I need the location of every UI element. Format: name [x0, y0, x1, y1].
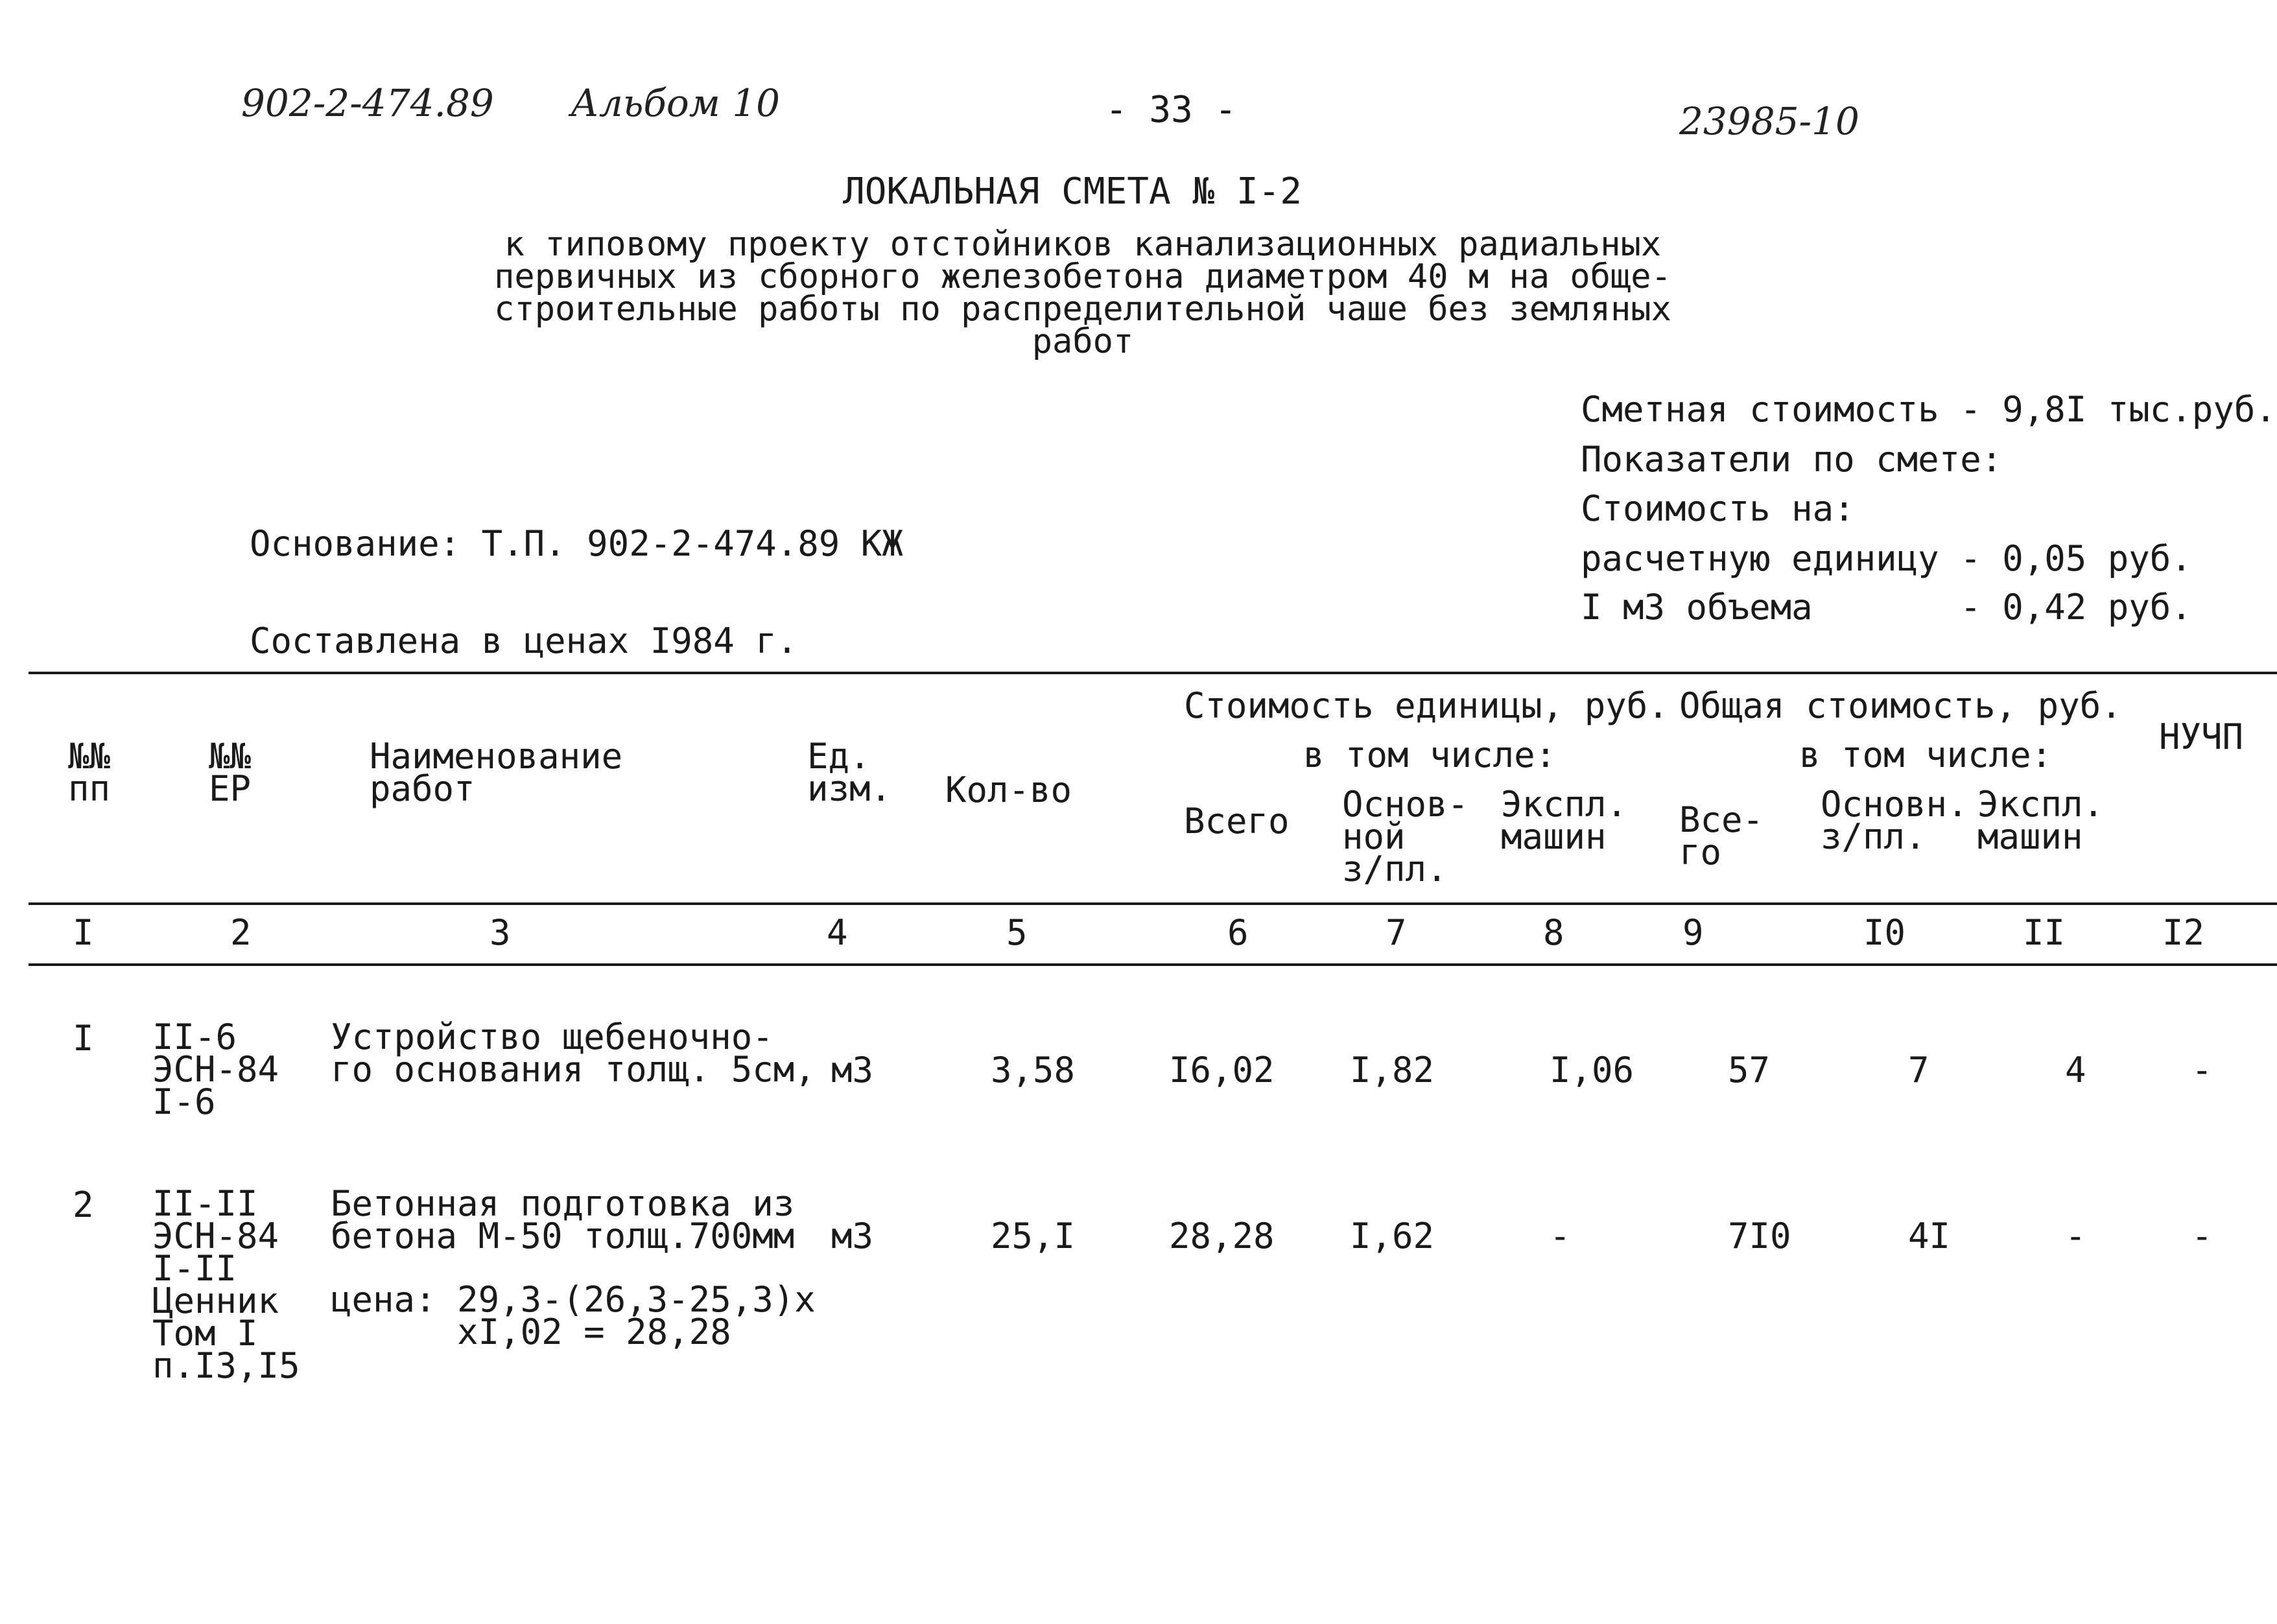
- column-number-12: I2: [2162, 912, 2205, 953]
- row2-quantity: 25,I: [991, 1216, 1076, 1256]
- column-numbers-rule: [29, 963, 2277, 966]
- header-quantity: Кол-во: [945, 770, 1072, 810]
- row1-total-machines: 4: [2065, 1050, 2086, 1090]
- row1-total: 57: [1728, 1050, 1771, 1090]
- album-label: Альбом 10: [571, 81, 781, 125]
- column-number-5: 5: [1006, 912, 1028, 953]
- header-unit: Ед. изм.: [807, 736, 892, 809]
- header-npp: №№ пп: [68, 736, 111, 809]
- project-code: 902-2-474.89: [241, 81, 494, 125]
- header-unit-machines: Экспл. машин: [1501, 784, 1628, 857]
- header-total-machines: Экспл. машин: [1977, 784, 2105, 857]
- row1-unit-total: I6,02: [1169, 1050, 1275, 1090]
- row1-er: II-6 ЭСН-84 I-6: [152, 1017, 279, 1122]
- column-number-6: 6: [1227, 912, 1249, 953]
- row2-nuchp: -: [2191, 1216, 2213, 1256]
- column-number-7: 7: [1386, 912, 1407, 953]
- row1-total-wage: 7: [1908, 1050, 1929, 1090]
- header-unit-total: Всего: [1184, 801, 1290, 841]
- row2-unit-wage: I,62: [1350, 1216, 1435, 1256]
- column-number-1: I: [73, 912, 94, 953]
- row2-total-wage: 4I: [1908, 1216, 1951, 1256]
- column-number-4: 4: [827, 912, 848, 953]
- row1-work-name: Устройство щебеночно- го основания толщ. 5см,: [331, 1017, 816, 1090]
- row2-npp: 2: [73, 1184, 94, 1225]
- row2-unit-total: 28,28: [1169, 1216, 1275, 1256]
- row1-unit-wage: I,82: [1350, 1050, 1435, 1090]
- row2-er: II-II ЭСН-84 I-II Ценник Том I п.I3,I5: [152, 1183, 300, 1386]
- row2-work-name: Бетонная подготовка из бетона М-50 толщ.700мм: [331, 1183, 795, 1256]
- row1-unit-machines: I,06: [1550, 1050, 1634, 1090]
- column-number-2: 2: [230, 912, 252, 953]
- basis: Основание: Т.П. 902-2-474.89 КЖ: [250, 523, 903, 564]
- document-title: ЛОКАЛЬНАЯ СМЕТА № I-2: [843, 171, 1303, 213]
- header-er: №№ ЕР: [209, 736, 252, 809]
- column-number-3: 3: [490, 912, 511, 953]
- row1-npp: I: [73, 1018, 94, 1059]
- header-unit-basic-wage: Основ- ной з/пл.: [1342, 784, 1469, 889]
- header-total-total: Все- го: [1679, 799, 1764, 873]
- column-number-8: 8: [1543, 912, 1564, 953]
- inventory-number: 23985-10: [1679, 99, 1859, 143]
- header-unit-cost-incl: в том числе:: [1303, 735, 1557, 775]
- column-number-11: II: [2023, 912, 2066, 953]
- header-work-name: Наименование работ: [370, 736, 623, 809]
- row2-total-machines: -: [2065, 1216, 2086, 1256]
- header-total-cost-group: Общая стоимость, руб.: [1679, 685, 2122, 726]
- header-unit-cost-group: Стоимость единицы, руб.: [1184, 685, 1669, 726]
- cost-per-m3: I м3 объема - 0,42 руб.: [1581, 587, 2192, 628]
- estimated-cost: Сметная стоимость - 9,8I тыс.руб.: [1581, 389, 2276, 430]
- row2-unit-machines: -: [1550, 1216, 1571, 1256]
- row1-nuchp: -: [2191, 1050, 2213, 1090]
- price-level: Составлена в ценах I984 г.: [250, 620, 798, 661]
- header-nuchp: НУЧП: [2159, 716, 2244, 757]
- indicators-label: Показатели по смете:: [1581, 439, 2003, 480]
- column-number-10: I0: [1863, 912, 1906, 953]
- header-bottom-rule: [29, 902, 2277, 905]
- document-subtitle: к типовому проекту отстойников канализационных радиальных первичных из сборного железобетона диаметром 40 м на обще- строительные работы по распределительной чаше без земляных работ: [494, 225, 1671, 361]
- row2-unit: м3: [831, 1216, 874, 1256]
- column-number-9: 9: [1682, 912, 1704, 953]
- cost-per-unit: расчетную единицу - 0,05 руб.: [1581, 538, 2192, 579]
- header-total-basic-wage: Основн. з/пл.: [1821, 784, 1968, 857]
- page-number: - 33 -: [1105, 89, 1237, 131]
- row2-total: 7I0: [1728, 1216, 1791, 1256]
- row1-quantity: 3,58: [991, 1050, 1076, 1090]
- header-total-cost-incl: в том числе:: [1799, 735, 2053, 775]
- table-top-rule: [29, 672, 2277, 674]
- row1-unit: м3: [831, 1050, 874, 1090]
- row2-price-note: цена: 29,3-(26,3-25,3)х хI,02 = 28,28: [331, 1279, 816, 1352]
- cost-on-label: Стоимость на:: [1581, 488, 1855, 529]
